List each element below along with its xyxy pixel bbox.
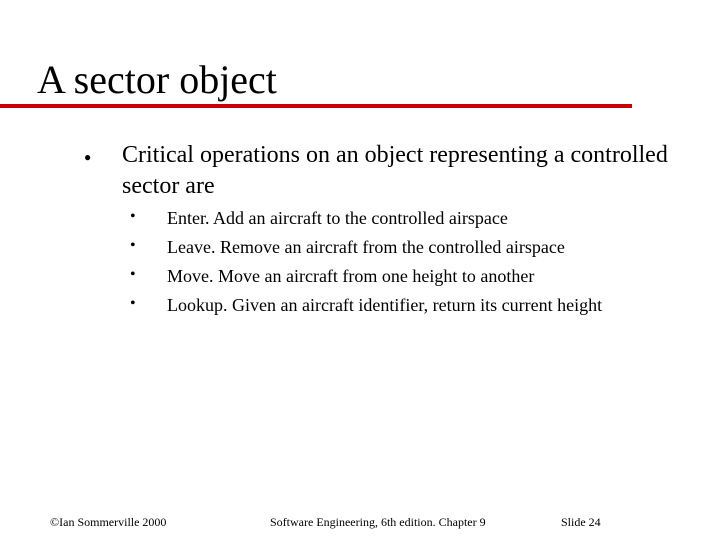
sub-bullet-text: Leave. Remove an aircraft from the controlled airspace: [167, 237, 565, 257]
bullet-icon: •: [130, 266, 136, 283]
footer-book-title: Software Engineering, 6th edition. Chapter 9: [270, 515, 486, 529]
footer-slide-number: Slide 24: [561, 515, 601, 529]
main-bullet-icon: ●: [84, 150, 92, 164]
title-underline: [0, 104, 632, 108]
bullet-icon: •: [130, 208, 136, 225]
main-bullet-text: Critical operations on an object representing a controlled sector are: [122, 142, 668, 199]
sub-bullet-text: Lookup. Given an aircraft identifier, return its current height: [167, 295, 603, 315]
footer-copyright: ©Ian Sommerville 2000: [50, 515, 167, 529]
sub-bullet-text: Enter. Add an aircraft to the controlled airspace: [167, 208, 508, 228]
bullet-icon: •: [130, 295, 136, 312]
sub-bullet-text: Move. Move an aircraft from one height to another: [167, 266, 535, 286]
slide-title: A sector object: [37, 57, 277, 102]
bullet-icon: •: [130, 237, 136, 254]
